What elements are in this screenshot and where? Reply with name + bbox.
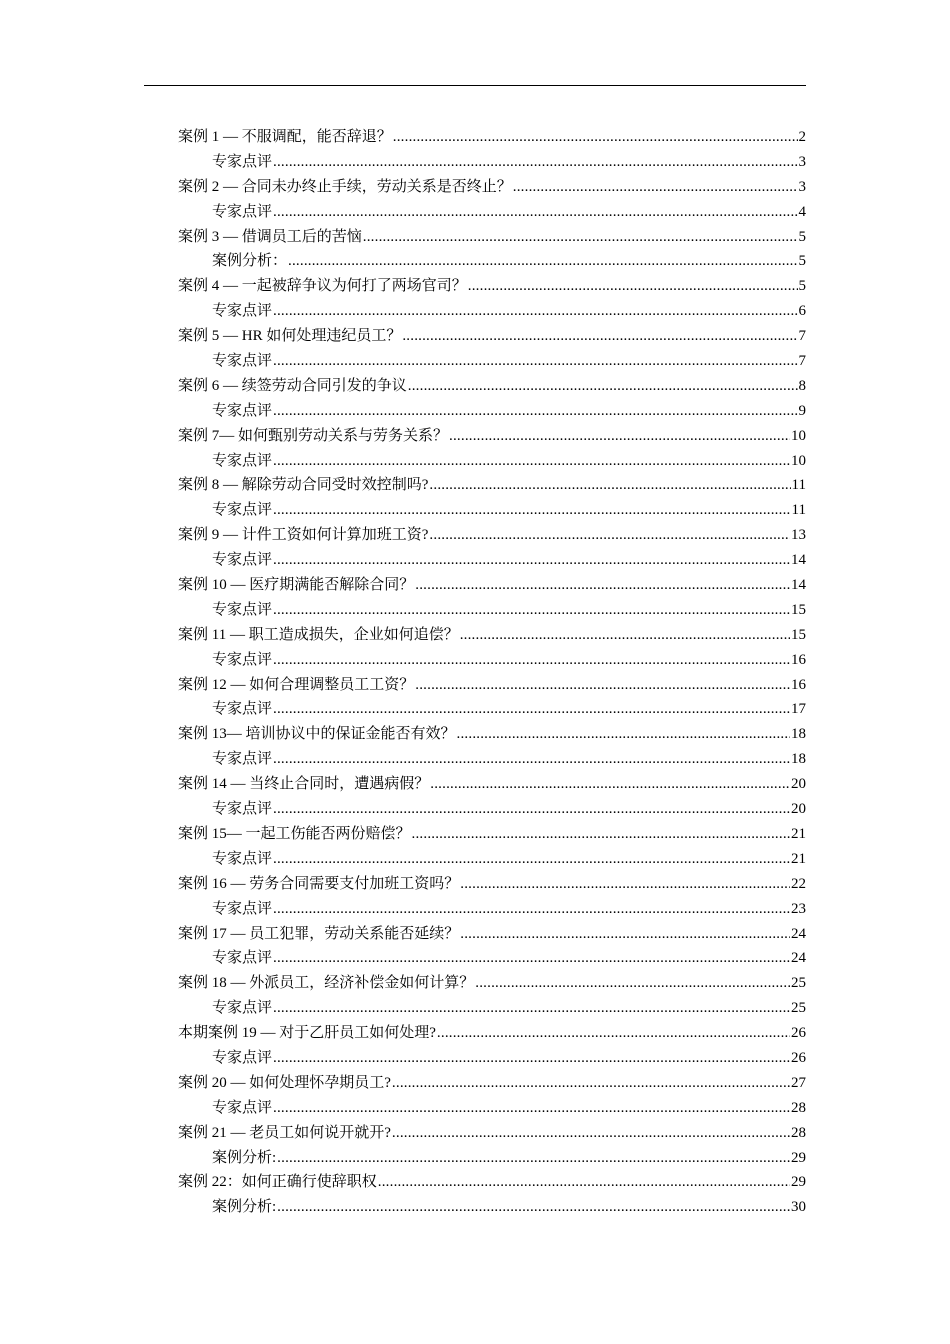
- toc-page-number: 28: [791, 1099, 806, 1116]
- toc-page-number: 26: [791, 1049, 806, 1066]
- toc-page-number: 28: [791, 1124, 806, 1141]
- dot-leader: [363, 225, 798, 250]
- toc-subentry[interactable]: [178, 1146, 806, 1171]
- toc-page-number: 18: [791, 726, 806, 743]
- toc-page-number: 20: [791, 801, 806, 818]
- toc-subentry[interactable]: [178, 897, 806, 922]
- toc-subentry[interactable]: [178, 847, 806, 872]
- dot-leader: [430, 772, 790, 797]
- toc-page-number: 16: [791, 676, 806, 693]
- toc-page-number: 27: [791, 1074, 806, 1091]
- toc-subentry[interactable]: [178, 1046, 806, 1071]
- dot-leader: [273, 1046, 790, 1071]
- toc-subentry[interactable]: [178, 1096, 806, 1121]
- toc-entry-title: 案例 14 — 当终止合同时，遭遇病假？: [178, 776, 430, 793]
- toc-entry-title: 专家点评: [212, 1000, 273, 1017]
- toc-page-number: 20: [791, 776, 806, 793]
- toc-entry[interactable]: [178, 374, 806, 399]
- dot-leader: [273, 946, 790, 971]
- toc-entry-title: 案例 20 — 如何处理怀孕期员工?: [178, 1074, 391, 1091]
- toc-page-number: 9: [798, 402, 806, 419]
- toc-subentry[interactable]: [178, 598, 806, 623]
- toc-entry-title: 案例 3 — 借调员工后的苦恼: [178, 228, 362, 245]
- toc-page-number: 11: [791, 477, 806, 494]
- toc-page-number: 17: [791, 701, 806, 718]
- dot-leader: [408, 374, 798, 399]
- toc-page-number: 18: [791, 751, 806, 768]
- toc-page-number: 30: [791, 1199, 806, 1216]
- dot-leader: [273, 847, 790, 872]
- toc-subentry[interactable]: [178, 399, 806, 424]
- toc-entry-title: 案例 11 — 职工造成损失，企业如何追偿？: [178, 626, 459, 643]
- toc-page-number: 24: [791, 950, 806, 967]
- toc-subentry[interactable]: [178, 150, 806, 175]
- toc-page-number: 26: [791, 1025, 806, 1042]
- dot-leader: [273, 399, 797, 424]
- toc-entry-title: 专家点评: [212, 303, 273, 320]
- toc-page-number: 8: [798, 377, 806, 394]
- toc-page-number: 10: [791, 452, 806, 469]
- toc-subentry[interactable]: [178, 548, 806, 573]
- toc-entry-title: 案例 9 — 计件工资如何计算加班工资?: [178, 527, 429, 544]
- toc-page-number: 3: [798, 153, 806, 170]
- toc-entry-title: 案例 5 — HR 如何处理违纪员工？: [178, 328, 402, 345]
- toc-entry-title: 专家点评: [212, 801, 273, 818]
- toc-subentry[interactable]: [178, 747, 806, 772]
- toc-subentry[interactable]: [178, 946, 806, 971]
- toc-page-number: 11: [791, 502, 806, 519]
- toc-entry[interactable]: [178, 722, 806, 747]
- toc-entry-title: 专家点评: [212, 751, 273, 768]
- toc-entry-title: 案例 22：如何正确行使辞职权: [178, 1174, 377, 1191]
- toc-entry-title: 专家点评: [212, 900, 273, 917]
- toc-page-number: 7: [798, 353, 806, 370]
- dot-leader: [392, 1071, 790, 1096]
- toc-page-number: 21: [791, 825, 806, 842]
- toc-page-number: 15: [791, 626, 806, 643]
- toc-entry-title: 专家点评: [212, 601, 273, 618]
- toc-entry-title: 专家点评: [212, 153, 273, 170]
- dot-leader: [457, 722, 790, 747]
- toc-entry-title: 案例 8 — 解除劳动合同受时效控制吗?: [178, 477, 429, 494]
- toc-entry-title: 专家点评: [212, 1099, 273, 1116]
- toc-entry[interactable]: [178, 573, 806, 598]
- toc-page-number: 24: [791, 925, 806, 942]
- toc-entry-title: 案例 13— 培训协议中的保证金能否有效？: [178, 726, 456, 743]
- toc-entry[interactable]: [178, 872, 806, 897]
- dot-leader: [415, 573, 790, 598]
- dot-leader: [402, 324, 797, 349]
- toc-entry-title: 专家点评: [212, 850, 273, 867]
- toc-entry[interactable]: [178, 424, 806, 449]
- toc-page-number: 5: [798, 228, 806, 245]
- toc-page-number: 7: [798, 328, 806, 345]
- dot-leader: [273, 747, 790, 772]
- dot-leader: [429, 523, 790, 548]
- dot-leader: [277, 1146, 790, 1171]
- toc-entry-title: 专家点评: [212, 502, 273, 519]
- dot-leader: [273, 598, 790, 623]
- toc-subentry[interactable]: [178, 299, 806, 324]
- toc-entry[interactable]: [178, 1121, 806, 1146]
- toc-entry-title: 案例 17 — 员工犯罪，劳动关系能否延续？: [178, 925, 460, 942]
- toc-subentry[interactable]: [178, 697, 806, 722]
- toc-entry-title: 案例分析:: [212, 1149, 277, 1166]
- toc-entry[interactable]: [178, 623, 806, 648]
- toc-entry[interactable]: [178, 772, 806, 797]
- dot-leader: [273, 200, 797, 225]
- dot-leader: [415, 673, 790, 698]
- dot-leader: [277, 1195, 790, 1220]
- toc-page-number: 14: [791, 577, 806, 594]
- dot-leader: [468, 274, 798, 299]
- dot-leader: [460, 872, 790, 897]
- toc-entry-title: 案例 15— 一起工伤能否两份赔偿？: [178, 825, 411, 842]
- toc-entry-title: 专家点评: [212, 203, 273, 220]
- toc-page-number: 4: [798, 203, 806, 220]
- dot-leader: [378, 1170, 790, 1195]
- toc-entry-title: 案例 10 — 医疗期满能否解除合同？: [178, 577, 415, 594]
- toc-subentry[interactable]: [178, 498, 806, 523]
- toc-entry[interactable]: [178, 473, 806, 498]
- toc-entry[interactable]: [178, 274, 806, 299]
- toc-entry-title: 专家点评: [212, 452, 273, 469]
- toc-entry-title: 案例 2 — 合同未办终止手续，劳动关系是否终止？: [178, 178, 512, 195]
- toc-entry[interactable]: [178, 175, 806, 200]
- toc-entry[interactable]: [178, 1170, 806, 1195]
- toc-subentry[interactable]: [178, 349, 806, 374]
- toc-page-number: 25: [791, 1000, 806, 1017]
- toc-page-number: 25: [791, 975, 806, 992]
- toc-entry[interactable]: [178, 1021, 806, 1046]
- toc-entry-title: 案例 1 — 不服调配，能否辞退？: [178, 129, 392, 145]
- toc-entry-title: 专家点评: [212, 1049, 273, 1066]
- toc-entry-title: 专家点评: [212, 701, 273, 718]
- dot-leader: [273, 1096, 790, 1121]
- toc-page-number: 21: [791, 850, 806, 867]
- dot-leader: [273, 897, 790, 922]
- toc-page-number: 5: [798, 253, 806, 270]
- toc-page-number: 14: [791, 552, 806, 569]
- dot-leader: [273, 498, 791, 523]
- dot-leader: [437, 1021, 790, 1046]
- toc-entry[interactable]: [178, 673, 806, 698]
- toc-entry-title: 专家点评: [212, 402, 273, 419]
- toc-subentry[interactable]: [178, 648, 806, 673]
- toc-subentry[interactable]: [178, 996, 806, 1021]
- toc-subentry[interactable]: [178, 797, 806, 822]
- dot-leader: [273, 996, 790, 1021]
- toc-entry-title: 案例分析：: [212, 253, 288, 270]
- toc-page-number: 10: [791, 427, 806, 444]
- dot-leader: [273, 548, 790, 573]
- toc-entry[interactable]: [178, 324, 806, 349]
- dot-leader: [460, 922, 790, 947]
- toc-entry-title: 案例 4 — 一起被辞争议为何打了两场官司？: [178, 278, 467, 295]
- dot-leader: [273, 648, 790, 673]
- toc-entry-title: 案例分析:: [212, 1199, 277, 1216]
- dot-leader: [393, 125, 798, 150]
- toc-page-number: 22: [791, 875, 806, 892]
- toc-page-number: 23: [791, 900, 806, 917]
- toc-entry[interactable]: [178, 971, 806, 996]
- toc-subentry[interactable]: [178, 449, 806, 474]
- dot-leader: [273, 349, 797, 374]
- toc-page-number: 5: [798, 278, 806, 295]
- dot-leader: [449, 424, 790, 449]
- toc-page-number: 29: [791, 1174, 806, 1191]
- toc-entry[interactable]: [178, 922, 806, 947]
- toc-entry-title: 专家点评: [212, 353, 273, 370]
- dot-leader: [475, 971, 790, 996]
- toc-page-number: 16: [791, 651, 806, 668]
- toc-page-number: 29: [791, 1149, 806, 1166]
- toc-entry-title: 专家点评: [212, 950, 273, 967]
- dot-leader: [273, 797, 790, 822]
- dot-leader: [273, 299, 797, 324]
- toc-page-number: 2: [798, 129, 806, 145]
- dot-leader: [392, 1121, 790, 1146]
- toc-entry[interactable]: [178, 225, 806, 250]
- toc-entry-title: 专家点评: [212, 552, 273, 569]
- toc-entry-title: 本期案例 19 — 对于乙肝员工如何处理?: [178, 1025, 436, 1042]
- toc-page-number: 15: [791, 601, 806, 618]
- toc-entry[interactable]: [178, 125, 806, 150]
- toc-entry-title: 案例 6 — 续签劳动合同引发的争议: [178, 377, 407, 394]
- toc-page-number: 3: [798, 178, 806, 195]
- toc-subentry[interactable]: [178, 200, 806, 225]
- toc-subentry[interactable]: [178, 249, 806, 274]
- toc-subentry[interactable]: [178, 1195, 806, 1220]
- dot-leader: [273, 697, 790, 722]
- dot-leader: [412, 822, 790, 847]
- toc-page-number: 6: [798, 303, 806, 320]
- toc-entry-title: 案例 7— 如何甄别劳动关系与劳务关系？: [178, 427, 449, 444]
- toc-entry-title: 案例 16 — 劳务合同需要支付加班工资吗？: [178, 875, 460, 892]
- dot-leader: [513, 175, 798, 200]
- toc-entry[interactable]: [178, 523, 806, 548]
- toc-entry-title: 案例 12 — 如何合理调整员工工资？: [178, 676, 415, 693]
- table-of-contents: [178, 125, 806, 1220]
- toc-entry-title: 专家点评: [212, 651, 273, 668]
- dot-leader: [460, 623, 790, 648]
- toc-entry-title: 案例 18 — 外派员工，经济补偿金如何计算？: [178, 975, 475, 992]
- dot-leader: [288, 249, 797, 274]
- toc-entry-title: 案例 21 — 老员工如何说开就开?: [178, 1124, 391, 1141]
- toc-entry[interactable]: [178, 1071, 806, 1096]
- toc-entry[interactable]: [178, 822, 806, 847]
- dot-leader: [429, 473, 790, 498]
- dot-leader: [273, 449, 790, 474]
- header-rule: [144, 85, 806, 86]
- toc-page-number: 13: [791, 527, 806, 544]
- dot-leader: [273, 150, 797, 175]
